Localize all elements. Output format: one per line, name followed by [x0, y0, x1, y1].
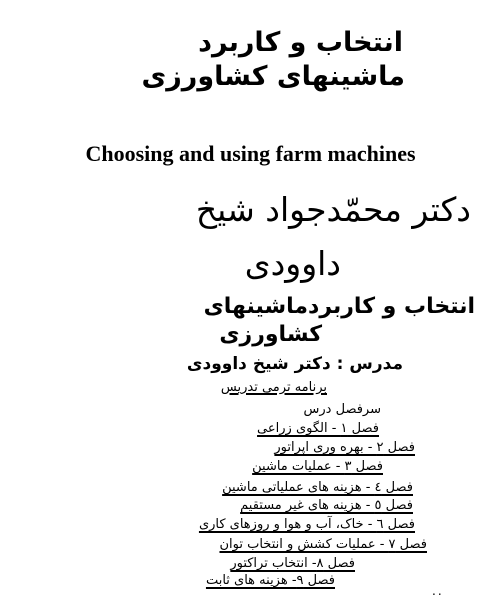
title-english: Choosing and using farm machines [85, 141, 416, 166]
teacher-line: مدرس : دکتر شیخ داوودی [186, 354, 403, 374]
chapter-4: فصل ٤ - هزینه های عملیاتی ماشین [222, 480, 413, 495]
chapter-5: فصل ٥ - هزینه های غیر مستقیم [240, 498, 413, 513]
title-persian-line-2: ماشینهای کشاورزی [141, 61, 405, 92]
author-line-2: داوودی [244, 244, 341, 283]
chapter-1: فصل ۱ - الگوی زراعی [257, 421, 379, 436]
chapter-8: فصل ۸- انتخاب تراکتور [230, 556, 355, 571]
chapter-2: فصل ۲ - بهره وری اپراتور [274, 440, 415, 455]
footer-dots: .. [432, 584, 444, 598]
chapter-3: فصل ۳ - عملیات ماشین [252, 459, 383, 474]
subtitle-line-2: کشاورزی [219, 322, 322, 347]
chapter-9: فصل ۹- هزینه های ثابت [205, 573, 335, 588]
syllabus-heading: سرفصل درس [303, 402, 381, 417]
chapter-7: فصل ۷ - عملیات کشش و انتخاب توان [219, 537, 427, 552]
author-line-1: دکتر محمّدجواد شیخ [195, 190, 471, 229]
subtitle-line-1: انتخاب و کاربردماشینهای [203, 294, 475, 319]
program-heading: برنامه ترمی تدریس [220, 380, 327, 395]
chapter-6: فصل ٦ - خاک، آب و هوا و روزهای کاری [198, 517, 415, 532]
title-persian-line-1: انتخاب و کاربرد [198, 27, 403, 58]
